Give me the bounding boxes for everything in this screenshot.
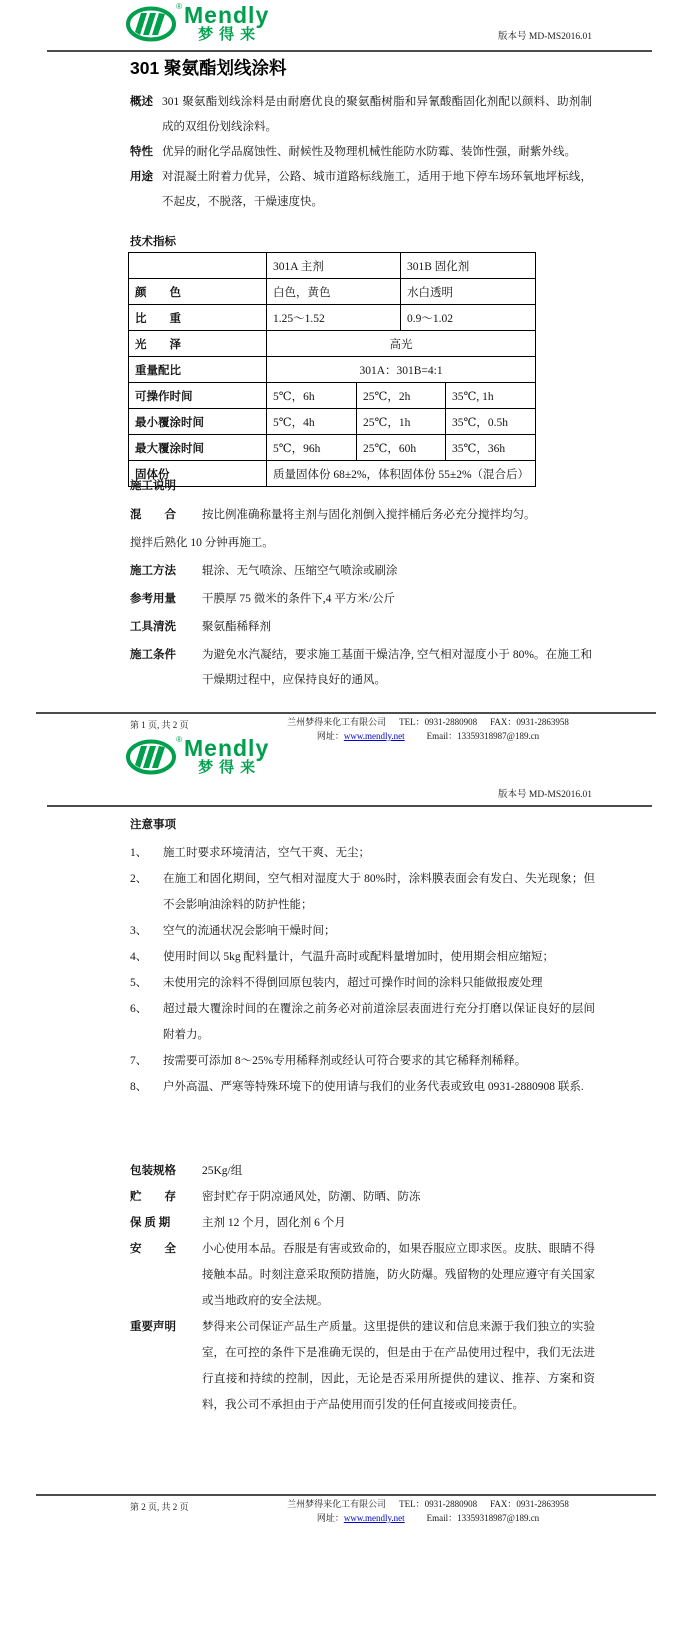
note-number: 4、 <box>130 951 148 963</box>
page-number-page2: 第 2 页, 共 2 页 <box>130 1502 189 1512</box>
cell-minrecoat-35c: 35℃，0.5h <box>446 409 536 435</box>
version-label-page2: 版本号 MD-MS2016.01 <box>498 790 592 800</box>
construction-sections <box>130 503 595 693</box>
company-tel: TEL：0931-2880908 <box>399 1499 478 1509</box>
features-label: 特性 <box>130 146 153 158</box>
features-row <box>130 140 595 165</box>
intro-sections <box>130 90 595 215</box>
features-text: 优异的耐化学品腐蚀性、耐候性及物理机械性能防水防霉、装饰性强，耐紫外线。 <box>162 146 576 158</box>
packing-row <box>130 1158 595 1184</box>
statement-text: 梦得来公司保证产品生产质量。这里提供的建议和信息来源于我们独立的实验室，在可控的条件下是准确无误的，但是由于在产品使用过程中，我们无法进行直接和持续的控制，因此，无论是否采用所提供的建议、推荐、方案和资料，我公司不承担由于产品使用而引发的任何直接或间接责任。 <box>202 1321 595 1411</box>
statement-row <box>130 1314 595 1418</box>
note-number: 6、 <box>130 1003 148 1015</box>
usage-text: 对混凝土附着力优异，公路、城市道路标线施工，适用于地下停车场环氧地坪标线，不起皮，不脱落，干燥速度快。 <box>162 171 592 208</box>
dosage-row <box>130 587 595 612</box>
table-row <box>129 383 536 409</box>
spec-title: 技术指标 <box>130 236 176 248</box>
brand-name: Mendly <box>184 735 270 761</box>
cell-maxrecoat-25c: 25℃，60h <box>357 435 446 461</box>
note-text: 在施工和固化期间，空气相对湿度大于 80%时，涂料膜表面会有发白、失光现象；但不会影响油涂料的防护性能； <box>163 873 595 911</box>
footer-company-block-page1 <box>258 715 598 743</box>
table-row <box>129 305 536 331</box>
cell-potlife-5c: 5℃，6h <box>267 383 357 409</box>
website-row <box>317 1511 405 1525</box>
note-number: 7、 <box>130 1055 148 1067</box>
brand-name-cn: 梦得来 <box>198 759 262 776</box>
cell-gloss-value: 高光 <box>267 331 536 357</box>
construction-title: 施工说明 <box>130 480 176 492</box>
list-item <box>130 1074 595 1100</box>
cell-maxrecoat-label: 最大覆涂时间 <box>129 435 267 461</box>
table-row <box>129 357 536 383</box>
website-link[interactable]: www.mendly.net <box>343 1513 405 1523</box>
method-label: 施工方法 <box>130 565 176 577</box>
list-item <box>130 866 595 918</box>
shelf-life-row <box>130 1210 595 1236</box>
cell-maxrecoat-5c: 5℃，96h <box>267 435 357 461</box>
list-item <box>130 840 595 866</box>
brand-name-cn: 梦得来 <box>198 26 262 43</box>
packing-text: 25Kg/组 <box>202 1165 243 1177</box>
notes-title: 注意事项 <box>130 819 176 831</box>
table-row <box>129 435 536 461</box>
safety-row <box>130 1236 595 1314</box>
footer-rule-page2 <box>36 1494 656 1496</box>
table-row <box>129 409 536 435</box>
cell-ratio-value: 301A：301B=4:1 <box>267 357 536 383</box>
cleaning-row <box>130 615 595 640</box>
company-tel: TEL：0931-2880908 <box>399 717 478 727</box>
list-item <box>130 944 595 970</box>
note-text: 超过最大覆涂时间的在覆涂之前务必对前道涂层表面进行充分打磨以保证良好的层间附着力。 <box>163 1003 595 1041</box>
cell-maxrecoat-35c: 35℃，36h <box>446 435 536 461</box>
method-text: 辊涂、无气喷涂、压缩空气喷涂或刷涂 <box>202 565 398 577</box>
cleaning-text: 聚氨酯稀释剂 <box>202 621 271 633</box>
cell-potlife-35c: 35℃, 1h <box>446 383 536 409</box>
cell-gravity-label: 比 重 <box>129 305 267 331</box>
conditions-text: 为避免水汽凝结，要求施工基面干燥洁净, 空气相对湿度小于 80%。在施工和干燥期过程中，应保持良好的通风。 <box>202 649 592 686</box>
mendly-logo <box>126 4 269 43</box>
storage-row <box>130 1184 595 1210</box>
conditions-row <box>130 643 595 693</box>
cell-potlife-25c: 25℃，2h <box>357 383 446 409</box>
website-link[interactable]: www.mendly.net <box>343 731 405 741</box>
list-item <box>130 996 595 1048</box>
company-name: 兰州梦得来化工有限公司 <box>287 717 387 727</box>
overview-row <box>130 90 595 140</box>
cell-minrecoat-5c: 5℃，4h <box>267 409 357 435</box>
list-item <box>130 918 595 944</box>
company-name: 兰州梦得来化工有限公司 <box>287 1499 387 1509</box>
note-text: 空气的流通状况会影响干燥时间； <box>163 925 336 937</box>
header-rule <box>47 50 652 52</box>
cell-gravity-b: 0.9～1.02 <box>401 305 536 331</box>
overview-text: 301 聚氨酯划线涂料是由耐磨优良的聚氨酯树脂和异氰酸酯固化剂配以颜料、助剂制成的双组份划线涂料。 <box>162 96 592 133</box>
website-row <box>317 729 405 743</box>
note-number: 2、 <box>130 873 148 885</box>
footer-company-block-page2 <box>258 1497 598 1525</box>
dosage-label: 参考用量 <box>130 593 176 605</box>
cell-301b-header: 301B 固化剂 <box>401 253 536 279</box>
mendly-logo-page2 <box>126 737 269 776</box>
overview-label: 概述 <box>130 96 153 108</box>
mixing-label: 混 合 <box>130 509 176 521</box>
storage-label: 贮 存 <box>130 1191 176 1203</box>
company-fax: FAX：0931-2863958 <box>490 1499 569 1509</box>
note-number: 1、 <box>130 847 148 859</box>
cell-color-label: 颜 色 <box>129 279 267 305</box>
usage-label: 用途 <box>130 171 153 183</box>
company-email: Email：13359318987@189.cn <box>426 1513 540 1523</box>
safety-label: 安 全 <box>130 1243 176 1255</box>
note-text: 施工时要求环境清洁，空气干爽、无尘； <box>163 847 370 859</box>
note-text: 未使用完的涂料不得倒回原包装内，超过可操作时间的涂料只能做报废处理 <box>163 977 543 989</box>
cell-solids-label: 固体份 <box>129 461 267 487</box>
safety-text: 小心使用本品。吞服是有害或致命的，如果吞服应立即求医。皮肤、眼睛不得接触本品。时刻注意采取预防措施，防火防爆。残留物的处理应遵守有关国家或当地政府的安全法规。 <box>202 1243 595 1307</box>
cell-potlife-label: 可操作时间 <box>129 383 267 409</box>
cell-color-b: 水白透明 <box>401 279 536 305</box>
mendly-logo-icon <box>126 737 180 775</box>
conditions-label: 施工条件 <box>130 649 176 661</box>
table-row <box>129 253 536 279</box>
packing-label: 包装规格 <box>130 1165 176 1177</box>
note-text: 使用时间以 5kg 配料量计，气温升高时或配料量增加时，使用期会相应缩短； <box>163 951 554 963</box>
shelf-life-text: 主剂 12 个月，固化剂 6 个月 <box>202 1217 346 1229</box>
page-number-page1: 第 1 页, 共 2 页 <box>130 720 189 730</box>
method-row <box>130 559 595 584</box>
statement-label: 重要声明 <box>130 1321 176 1333</box>
cell-minrecoat-25c: 25℃，1h <box>357 409 446 435</box>
notes-list <box>130 840 595 1100</box>
shelf-life-label: 保 质 期 <box>130 1217 171 1229</box>
list-item <box>130 1048 595 1074</box>
table-row <box>129 461 536 487</box>
header-rule-page2 <box>47 805 652 807</box>
version-label: 版本号 MD-MS2016.01 <box>498 32 592 42</box>
cell-gloss-label: 光 泽 <box>129 331 267 357</box>
mixing-row <box>130 503 595 528</box>
mixing-continuation: 搅拌后熟化 10 分钟再施工。 <box>130 537 274 549</box>
mixing-text: 按比例准确称量将主剂与固化剂倒入搅拌桶后务必充分搅拌均匀。 <box>202 509 536 521</box>
note-number: 5、 <box>130 977 148 989</box>
company-email: Email：13359318987@189.cn <box>426 731 540 741</box>
list-item <box>130 970 595 996</box>
product-title: 301 聚氨酯划线涂料 <box>130 58 287 78</box>
company-fax: FAX：0931-2863958 <box>490 717 569 727</box>
note-number: 3、 <box>130 925 148 937</box>
note-text: 按需要可添加 8～25%专用稀释剂或经认可符合要求的其它稀释剂稀释。 <box>163 1055 527 1067</box>
storage-text: 密封贮存于阴凉通风处，防潮、防晒、防冻 <box>202 1191 421 1203</box>
website-label: 网址： <box>316 731 344 741</box>
cell-solids-value: 质量固体份 68±2%，体积固体份 55±2%（混合后） <box>267 461 536 487</box>
note-number: 8、 <box>130 1081 148 1093</box>
note-text: 户外高温、严寒等特殊环境下的使用请与我们的业务代表或致电 0931-2880908 联系. <box>163 1081 584 1093</box>
cleaning-label: 工具清洗 <box>130 621 176 633</box>
brand-name: Mendly <box>184 2 270 28</box>
table-row <box>129 331 536 357</box>
website-label: 网址： <box>316 1513 344 1523</box>
cell-minrecoat-label: 最小覆涂时间 <box>129 409 267 435</box>
cell-ratio-label: 重量配比 <box>129 357 267 383</box>
dosage-text: 干膜厚 75 微米的条件下,4 平方米/公斤 <box>202 593 395 605</box>
info-block <box>130 1158 595 1418</box>
spec-table <box>128 252 536 487</box>
registered-mark: ® <box>176 735 182 744</box>
cell-301a-header: 301A 主剂 <box>267 253 401 279</box>
mendly-logo-icon <box>126 4 180 42</box>
cell-gravity-a: 1.25～1.52 <box>267 305 401 331</box>
table-row <box>129 279 536 305</box>
usage-row <box>130 165 595 215</box>
footer-rule-page1 <box>36 712 656 714</box>
cell-color-a: 白色，黄色 <box>267 279 401 305</box>
registered-mark: ® <box>176 2 182 11</box>
